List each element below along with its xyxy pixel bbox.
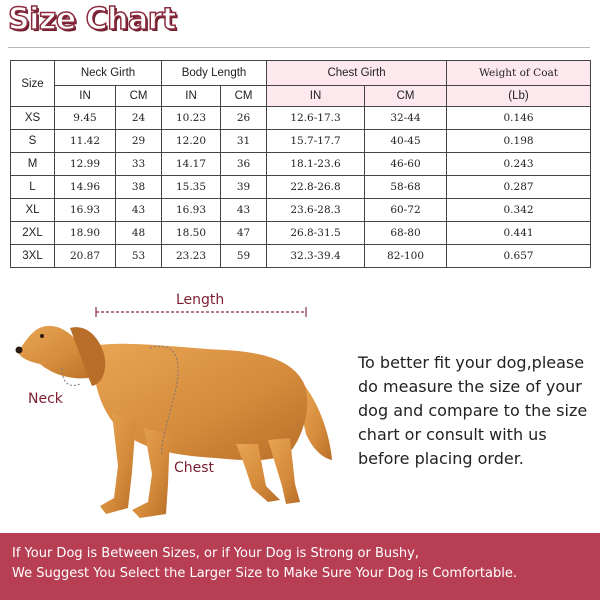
table-row — [11, 130, 591, 153]
header-size: Size — [11, 61, 55, 107]
cell-chest-cm: 82-100 — [365, 245, 447, 268]
cell-neck-in: 12.99 — [55, 153, 116, 176]
cell-body-cm: 36 — [221, 153, 267, 176]
header-body-cm: CM — [221, 86, 267, 107]
length-label: Length — [176, 292, 225, 308]
header-neck-in: IN — [55, 86, 116, 107]
header-chest-girth: Chest Girth — [267, 61, 447, 86]
cell-body-in: 14.17 — [162, 153, 221, 176]
cell-chest-cm: 68-80 — [365, 222, 447, 245]
cell-chest-in: 23.6-28.3 — [267, 199, 365, 222]
cell-neck-cm: 48 — [116, 222, 162, 245]
size-chart-table — [10, 60, 591, 268]
cell-body-cm: 47 — [221, 222, 267, 245]
header-body-length: Body Length — [162, 61, 267, 86]
title-divider — [8, 47, 590, 48]
cell-chest-cm: 60-72 — [365, 199, 447, 222]
cell-neck-in: 20.87 — [55, 245, 116, 268]
cell-weight: 0.146 — [447, 107, 591, 130]
cell-size: M — [11, 153, 55, 176]
cell-chest-cm: 46-60 — [365, 153, 447, 176]
cell-size: 3XL — [11, 245, 55, 268]
cell-chest-cm: 40-45 — [365, 130, 447, 153]
cell-body-in: 18.50 — [162, 222, 221, 245]
cell-size: 2XL — [11, 222, 55, 245]
length-measure-line — [96, 307, 306, 317]
cell-chest-in: 18.1-23.6 — [267, 153, 365, 176]
banner-line-1: If Your Dog is Between Sizes, or if Your Dog is Strong or Bushy, — [12, 546, 419, 561]
cell-neck-in: 14.96 — [55, 176, 116, 199]
page-title: Size Chart — [8, 2, 176, 37]
cell-neck-in: 11.42 — [55, 130, 116, 153]
cell-neck-cm: 38 — [116, 176, 162, 199]
header-weight-of-coat: Weight of Coat — [447, 61, 591, 86]
cell-size: XL — [11, 199, 55, 222]
cell-chest-in: 15.7-17.7 — [267, 130, 365, 153]
cell-size: XS — [11, 107, 55, 130]
chest-label: Chest — [174, 460, 215, 476]
header-chest-in: IN — [267, 86, 365, 107]
cell-weight: 0.243 — [447, 153, 591, 176]
cell-body-cm: 43 — [221, 199, 267, 222]
sizing-advice-banner — [0, 533, 600, 600]
header-neck-cm: CM — [116, 86, 162, 107]
cell-neck-cm: 29 — [116, 130, 162, 153]
dog-icon — [16, 326, 333, 518]
cell-neck-cm: 53 — [116, 245, 162, 268]
cell-weight: 0.342 — [447, 199, 591, 222]
table-row — [11, 245, 591, 268]
table-row — [11, 199, 591, 222]
banner-line-2: We Suggest You Select the Larger Size to Make Sure Your Dog is Comfortable. — [12, 566, 517, 581]
header-body-in: IN — [162, 86, 221, 107]
cell-neck-in: 9.45 — [55, 107, 116, 130]
cell-weight: 0.287 — [447, 176, 591, 199]
header-weight-unit: (Lb) — [447, 86, 591, 107]
header-neck-girth: Neck Girth — [55, 61, 162, 86]
cell-body-in: 15.35 — [162, 176, 221, 199]
cell-chest-cm: 32-44 — [365, 107, 447, 130]
cell-weight: 0.198 — [447, 130, 591, 153]
cell-body-in: 23.23 — [162, 245, 221, 268]
header-chest-cm: CM — [365, 86, 447, 107]
dog-measurement-diagram — [0, 288, 345, 528]
table-row — [11, 107, 591, 130]
cell-weight: 0.657 — [447, 245, 591, 268]
cell-neck-cm: 24 — [116, 107, 162, 130]
cell-neck-in: 18.90 — [55, 222, 116, 245]
cell-body-in: 12.20 — [162, 130, 221, 153]
cell-body-cm: 59 — [221, 245, 267, 268]
fit-instructions: To better fit your dog,please do measure the size of your dog and compare to the size chart or consult with us before placing order. — [358, 353, 588, 468]
cell-body-cm: 39 — [221, 176, 267, 199]
cell-chest-in: 26.8-31.5 — [267, 222, 365, 245]
neck-label: Neck — [28, 391, 63, 407]
cell-chest-in: 32.3-39.4 — [267, 245, 365, 268]
cell-chest-cm: 58-68 — [365, 176, 447, 199]
table-row — [11, 222, 591, 245]
cell-body-in: 10.23 — [162, 107, 221, 130]
cell-chest-in: 22.8-26.8 — [267, 176, 365, 199]
cell-chest-in: 12.6-17.3 — [267, 107, 365, 130]
table-row — [11, 176, 591, 199]
cell-body-cm: 26 — [221, 107, 267, 130]
cell-size: L — [11, 176, 55, 199]
cell-neck-in: 16.93 — [55, 199, 116, 222]
cell-neck-cm: 43 — [116, 199, 162, 222]
cell-body-cm: 31 — [221, 130, 267, 153]
cell-size: S — [11, 130, 55, 153]
cell-body-in: 16.93 — [162, 199, 221, 222]
table-row — [11, 153, 591, 176]
cell-neck-cm: 33 — [116, 153, 162, 176]
dog-illustration — [0, 288, 345, 528]
cell-weight: 0.441 — [447, 222, 591, 245]
